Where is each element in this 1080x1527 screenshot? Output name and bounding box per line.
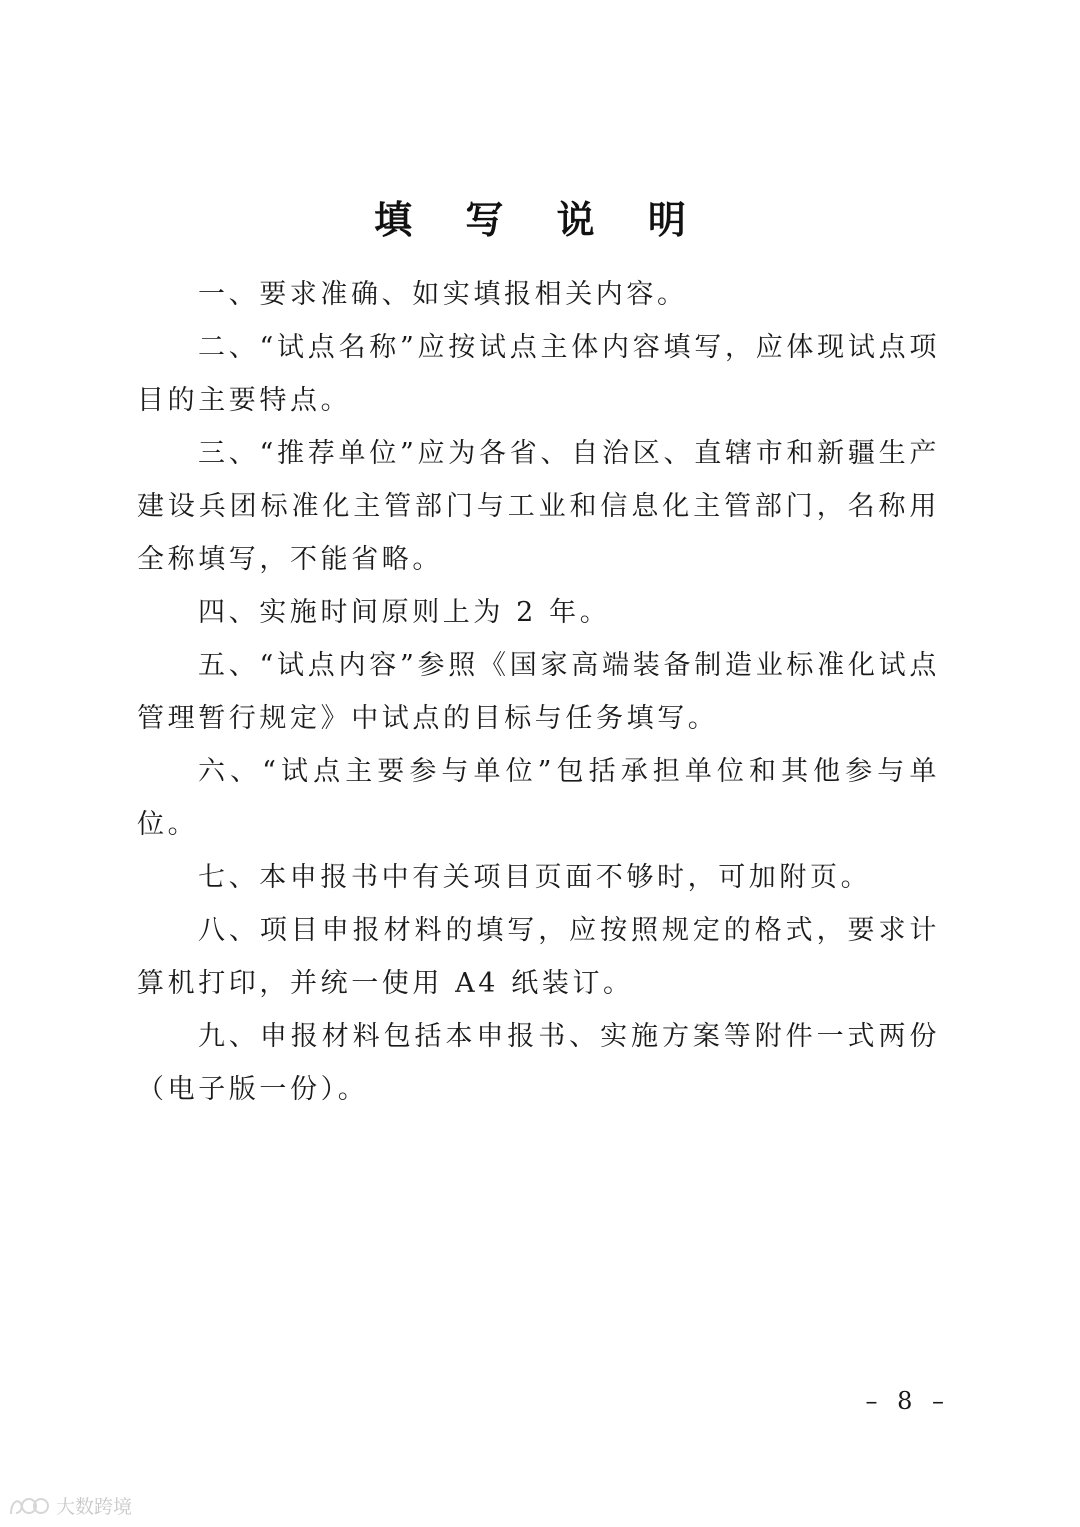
document-title: 填 写 说 明 bbox=[374, 198, 706, 242]
page-number: – 8 – bbox=[865, 1387, 950, 1415]
paragraph-1: 一、要求准确、如实填报相关内容。 bbox=[198, 279, 688, 310]
paragraph-2: 二、“试点名称”应按试点主体内容填写，应体现试点项目的主要特点。 bbox=[137, 332, 940, 416]
paragraph-6: 六、“试点主要参与单位”包括承担单位和其他参与单位。 bbox=[137, 756, 940, 840]
paragraph-9: 九、申报材料包括本申报书、实施方案等附件一式两份（电子版一份）。 bbox=[137, 1021, 940, 1105]
paragraph-8: 八、项目申报材料的填写，应按照规定的格式，要求计算机打印，并统一使用 A4 纸装订。 bbox=[137, 915, 940, 999]
paragraph-7: 七、本申报书中有关项目页面不够时，可加附页。 bbox=[198, 862, 872, 893]
document-body bbox=[137, 268, 940, 1116]
watermark-text: 大数跨境 bbox=[56, 1496, 133, 1518]
logo-icon bbox=[8, 1494, 52, 1518]
paragraph-3: 三、“推荐单位”应为各省、自治区、直辖市和新疆生产建设兵团标准化主管部门与工业和信息化主管部门，名称用全称填写，不能省略。 bbox=[137, 438, 940, 575]
paragraph-5: 五、“试点内容”参照《国家高端装备制造业标准化试点管理暂行规定》中试点的目标与任务填写。 bbox=[137, 650, 940, 734]
paragraph-4: 四、实施时间原则上为 2 年。 bbox=[198, 597, 611, 628]
watermark bbox=[8, 1492, 132, 1519]
